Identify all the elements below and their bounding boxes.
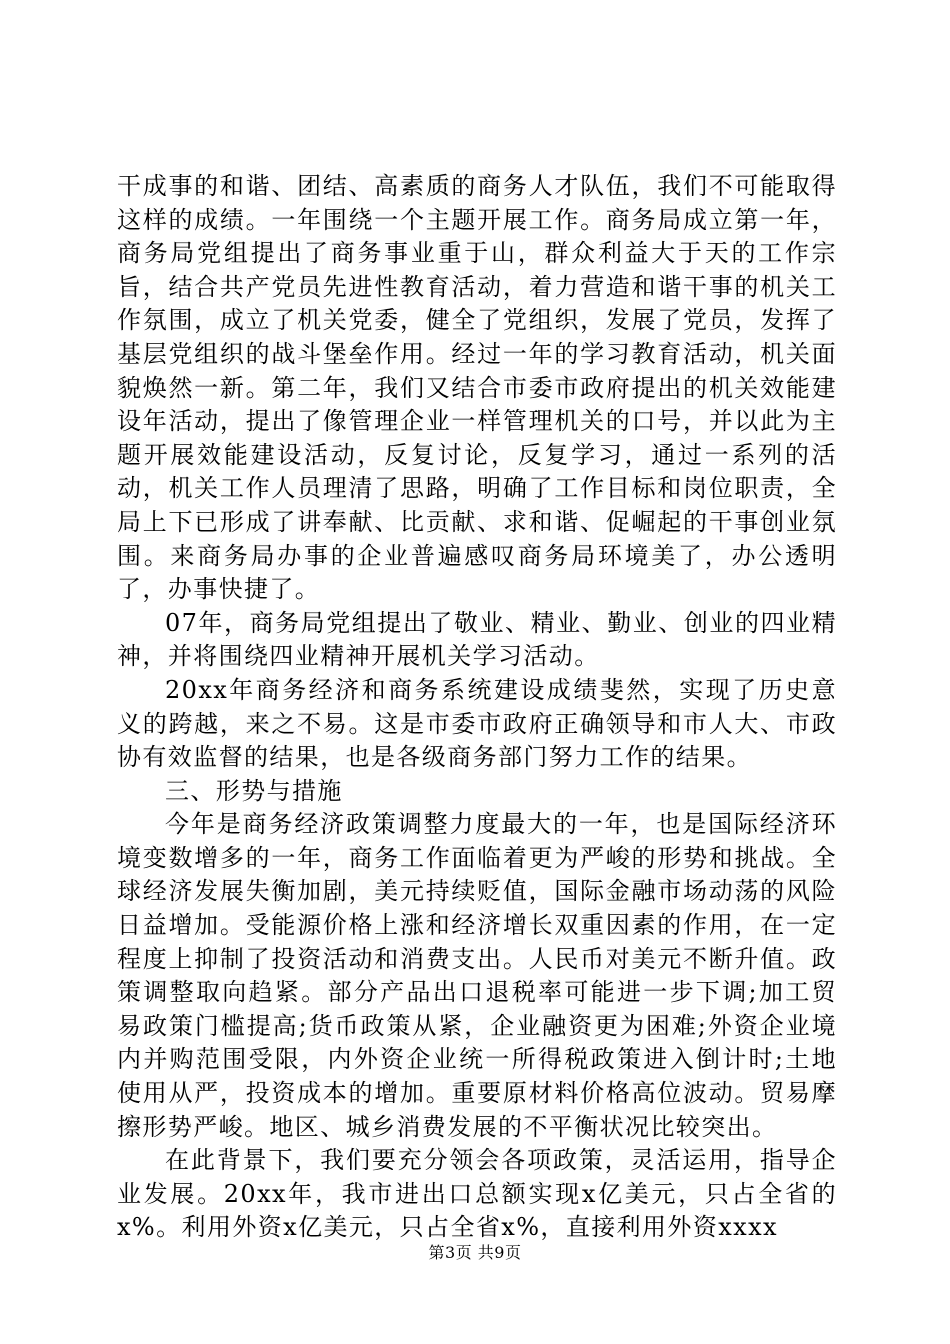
page-footer: 第3页 共9页 (428, 1243, 522, 1262)
paragraph-continuation: 干成事的和谐、团结、高素质的商务人才队伍，我们不可能取得这样的成绩。一年围绕一个主题开展工作。商务局成立第一年，商务局党组提出了商务事业重于山，群众利益大于天的工作宗旨，结合共产党员先进性教育活动，着力营造和谐干事的机关工作氛围，成立了机关党委，健全了党组织，发展了党员，发挥了基层党组织的战斗堡垒作用。经过一年的学习教育活动，机关面貌焕然一新。第二年，我们又结合市委市政府提出的机关效能建设年活动，提出了像管理企业一样管理机关的口号，并以此为主题开展效能建设活动，反复讨论，反复学习，通过一系列的活动，机关工作人员理清了思路，明确了工作目标和岗位职责，全局上下已形成了讲奉献、比贡献、求和谐、促崛起的干事创业氛围。来商务局办事的企业普遍感叹商务局环境美了，办公透明了，办事快捷了。 (117, 172, 837, 604)
paragraph-achievements: 20xx年商务经济和商务系统建设成绩斐然，实现了历史意义的跨越，来之不易。这是市委市政府正确领导和市人大、市政协有效监督的结果，也是各级商务部门努力工作的结果。 (117, 675, 837, 772)
paragraph-07-spirit: 07年，商务局党组提出了敬业、精业、勤业、创业的四业精神，并将围绕四业精神开展机关学习活动。 (117, 608, 837, 671)
document-body (117, 170, 837, 1245)
section-heading: 三、形势与措施 (165, 776, 343, 805)
paragraph-situation: 今年是商务经济政策调整力度最大的一年，也是国际经济环境变数增多的一年，商务工作面临着更为严峻的形势和挑战。全球经济发展失衡加剧，美元持续贬值，国际金融市场动荡的风险日益增加。受能源价格上涨和经济增长双重因素的作用，在一定程度上抑制了投资活动和消费支出。人民币对美元不断升值。政策调整取向趋紧。部分产品出口退税率可能进一步下调;加工贸易政策门槛提高;货币政策从紧，企业融资更为困难;外资企业境内并购范围受限，内外资企业统一所得税政策进入倒计时;土地使用从严，投资成本的增加。重要原材料价格高位波动。贸易摩擦形势严峻。地区、城乡消费发展的不平衡状况比较突出。 (117, 810, 837, 1141)
paragraph-measures: 在此背景下，我们要充分领会各项政策，灵活运用，指导企业发展。20xx年，我市进出口总额实现x亿美元，只占全省的x%。利用外资x亿美元，只占全省x%，直接利用外资xxxx (117, 1146, 837, 1242)
